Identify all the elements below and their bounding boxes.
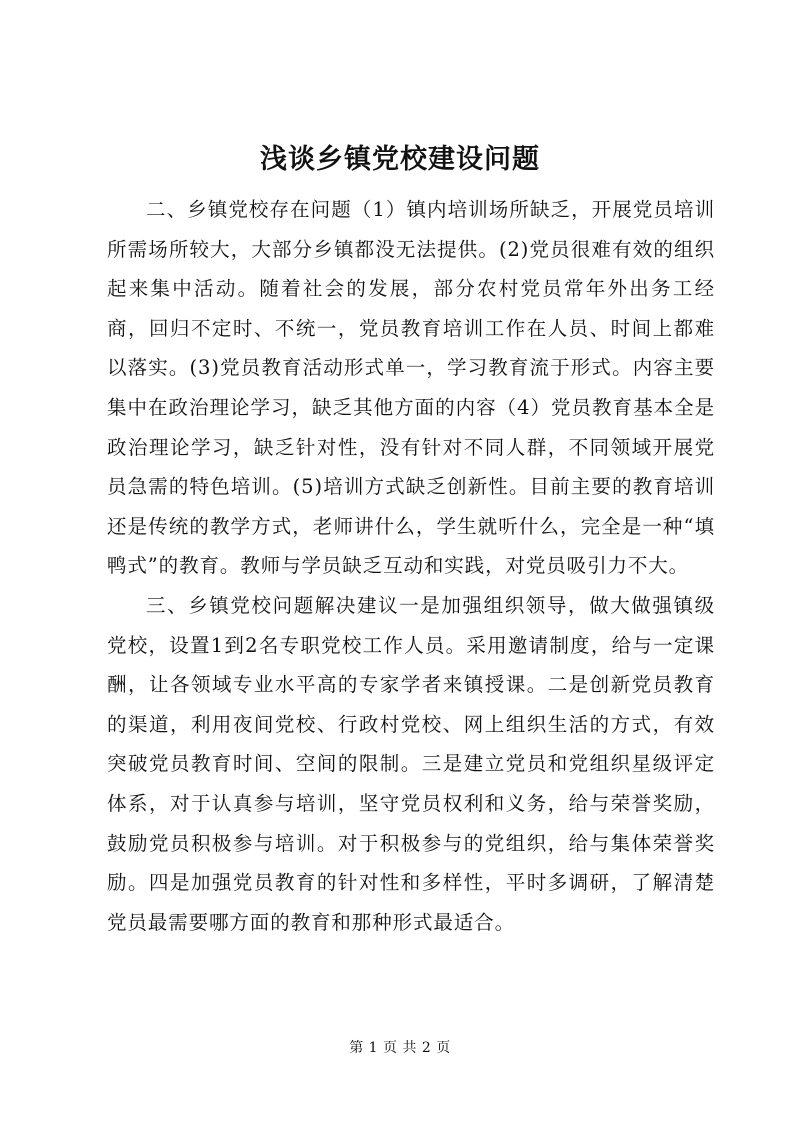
page-title: 浅谈乡镇党校建设问题 xyxy=(260,144,540,175)
document-body xyxy=(107,190,715,942)
page-number-footer: 第 1 页 共 2 页 xyxy=(349,1040,451,1056)
paragraph-problems: 二、乡镇党校存在问题（1）镇内培训场所缺乏，开展党员培训所需场所较大，大部分乡镇都没无法提供。(2)党员很难有效的组织起来集中活动。随着社会的发展，部分农村党员常年外出务工经商，回归不定时、不统一，党员教育培训工作在人员、时间上都难以落实。(3)党员教育活动形式单一，学习教育流于形式。内容主要集中在政治理论学习，缺乏其他方面的内容（4）党员教育基本全是政治理论学习，缺乏针对性，没有针对不同人群，不同领域开展党员急需的特色培训。(5)培训方式缺乏创新性。目前主要的教育培训还是传统的教学方式，老师讲什么，学生就听什么，完全是一种“填鸭式”的教育。教师与学员缺乏互动和实践，对党员吸引力不大。 xyxy=(107,198,715,578)
paragraph-suggestions: 三、乡镇党校问题解决建议一是加强组织领导，做大做强镇级党校，设置1到2名专职党校工作人员。采用邀请制度，给与一定课酬，让各领域专业水平高的专家学者来镇授课。二是创新党员教育的渠道，利用夜间党校、行政村党校、网上组织生活的方式，有效突破党员教育时间、空间的限制。三是建立党员和党组织星级评定体系，对于认真参与培训，坚守党员权利和义务，给与荣誉奖励，鼓励党员积极参与培训。对于积极参与的党组织，给与集体荣誉奖励。四是加强党员教育的针对性和多样性，平时多调研，了解清楚党员最需要哪方面的教育和那种形式最适合。 xyxy=(107,593,715,934)
